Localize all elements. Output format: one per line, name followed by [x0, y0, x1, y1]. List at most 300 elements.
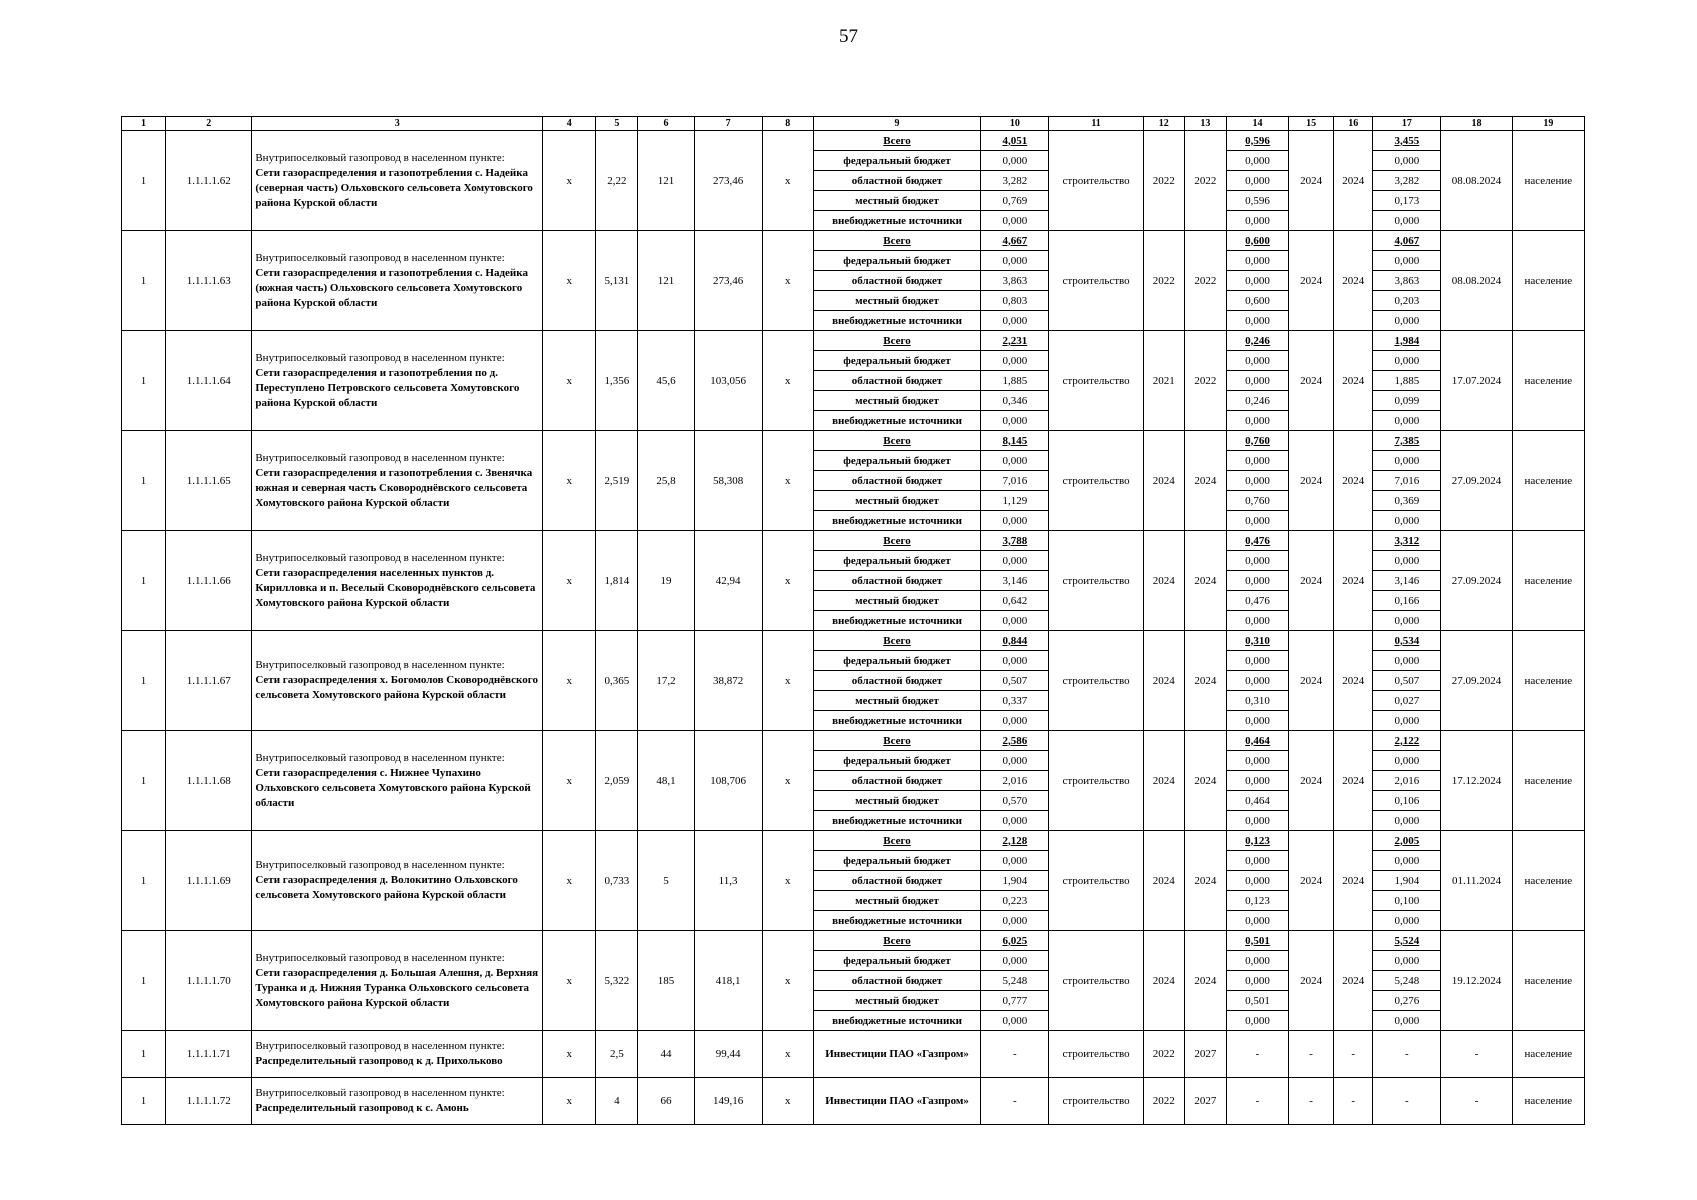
cost-col-14-item: 0,000: [1227, 771, 1288, 791]
cost-col-14-item: 0,000: [1227, 451, 1288, 471]
cost-col-14: [1226, 231, 1288, 331]
work-type: строительство: [1049, 931, 1143, 1031]
cost-col-14: -: [1226, 1078, 1288, 1125]
start-year: 2022: [1143, 231, 1184, 331]
table-row: [122, 231, 1585, 331]
population: 273,46: [694, 131, 762, 231]
total-cost-item: 0,803: [981, 291, 1048, 311]
cost-col-17-item: 7,385: [1373, 431, 1440, 451]
funding-source: федеральный бюджет: [814, 551, 980, 571]
total-cost-item: 3,146: [981, 571, 1048, 591]
funding-source: Всего: [814, 831, 980, 851]
total-cost: [981, 231, 1049, 331]
cost-col-17-item: 0,000: [1373, 751, 1440, 771]
object-code: 1.1.1.1.67: [166, 631, 252, 731]
length: 0,733: [596, 831, 638, 931]
funding-source: местный бюджет: [814, 691, 980, 711]
col-1: 1: [122, 931, 166, 1031]
funding-source: внебюджетные источники: [832, 714, 962, 727]
length: 4: [596, 1078, 638, 1125]
table-row: [122, 631, 1585, 731]
total-cost-item: 0,000: [981, 951, 1048, 971]
total-cost-item: 0,000: [981, 451, 1048, 471]
table-row: [122, 931, 1585, 1031]
cost-col-17: [1373, 831, 1441, 931]
funding-source: областной бюджет: [814, 671, 980, 691]
cost-col-14-item: 0,000: [1227, 971, 1288, 991]
households: 48,1: [638, 731, 694, 831]
object-name: Сети газораспределения и газопотребления по д. Переступлено Петровского сельсовета Хомутовского района Курской области: [255, 366, 520, 409]
start-year: 2022: [1143, 131, 1184, 231]
col-4: х: [543, 731, 596, 831]
households: 17,2: [638, 631, 694, 731]
cost-col-14-item: 0,000: [1245, 414, 1270, 427]
cost-col-14-item: 0,476: [1227, 591, 1288, 611]
object-description: [252, 531, 543, 631]
cost-col-14: [1226, 931, 1288, 1031]
cost-col-17-item: 1,904: [1373, 871, 1440, 891]
funding-sources: [813, 731, 980, 831]
households: 5: [638, 831, 694, 931]
year-15: -: [1289, 1031, 1334, 1078]
cost-col-14-item: 0,246: [1227, 391, 1288, 411]
work-type: строительство: [1049, 631, 1143, 731]
cost-col-17-item: 1,885: [1373, 371, 1440, 391]
cost-col-14-item: 0,000: [1245, 514, 1270, 527]
cost-col-14-item: 0,596: [1227, 191, 1288, 211]
completion-date: 08.08.2024: [1441, 131, 1512, 231]
object-code: 1.1.1.1.71: [166, 1031, 252, 1078]
work-type: строительство: [1049, 231, 1143, 331]
cost-col-17-item: 0,027: [1373, 691, 1440, 711]
funding-sources: Инвестиции ПАО «Газпром»: [813, 1078, 980, 1125]
households: 66: [638, 1078, 694, 1125]
cost-col-17: -: [1373, 1031, 1441, 1078]
year-15: 2024: [1289, 231, 1334, 331]
end-year: 2024: [1184, 731, 1226, 831]
total-cost-item: 0,000: [981, 851, 1048, 871]
cost-col-17: [1373, 331, 1441, 431]
total-cost-item: 0,000: [1002, 214, 1028, 227]
cost-col-14-item: 0,000: [1227, 871, 1288, 891]
cost-col-17-item: 0,173: [1373, 191, 1440, 211]
cost-col-14-item: 0,000: [1227, 471, 1288, 491]
object-description: [252, 831, 543, 931]
total-cost-item: 0,769: [981, 191, 1048, 211]
column-number: 4: [543, 117, 596, 131]
column-number: 12: [1143, 117, 1184, 131]
col-4: х: [543, 931, 596, 1031]
col-8: х: [762, 1031, 813, 1078]
length: 2,519: [596, 431, 638, 531]
cost-col-17: [1373, 131, 1441, 231]
table-row: [122, 431, 1585, 531]
cost-col-17-item: 0,000: [1373, 551, 1440, 571]
households: 45,6: [638, 331, 694, 431]
total-cost-item: 0,000: [1002, 614, 1028, 627]
beneficiary: население: [1512, 631, 1584, 731]
cost-col-14-item: 0,000: [1227, 951, 1288, 971]
cost-col-14: [1226, 431, 1288, 531]
funding-source: Всего: [814, 231, 980, 251]
object-name: Сети газораспределения и газопотребления с. Звенячка южная и северная часть Сковороднёвского сельсовета Хомутовского района Курской области: [255, 466, 533, 509]
column-number: 3: [252, 117, 543, 131]
column-number: 2: [166, 117, 252, 131]
col-1: 1: [122, 331, 166, 431]
work-type: строительство: [1049, 1078, 1143, 1125]
total-cost-item: 0,000: [981, 151, 1048, 171]
work-type: строительство: [1049, 831, 1143, 931]
table-row: [122, 1031, 1585, 1078]
table-row: [122, 131, 1585, 231]
cost-col-14: -: [1226, 1031, 1288, 1078]
cost-col-14-item: 0,000: [1245, 614, 1270, 627]
column-number: 19: [1512, 117, 1584, 131]
year-16: 2024: [1334, 331, 1373, 431]
completion-date: 19.12.2024: [1441, 931, 1512, 1031]
start-year: 2024: [1143, 431, 1184, 531]
funding-source: федеральный бюджет: [814, 751, 980, 771]
households: 121: [638, 131, 694, 231]
funding-source: Всего: [814, 631, 980, 651]
total-cost-item: 4,051: [981, 131, 1048, 151]
cost-col-17-item: 0,276: [1373, 991, 1440, 1011]
total-cost: [981, 831, 1049, 931]
funding-source: внебюджетные источники: [832, 614, 962, 627]
col-8: х: [762, 231, 813, 331]
length: 2,22: [596, 131, 638, 231]
object-name: Сети газораспределения х. Богомолов Сковороднёвского сельсовета Хомутовского района Курской области: [255, 674, 538, 701]
object-description: [252, 1078, 543, 1125]
object-name: Сети газораспределения д. Волокитино Ольховского сельсовета Хомутовского района Курской области: [255, 874, 518, 901]
population: 38,872: [694, 631, 762, 731]
population: 103,056: [694, 331, 762, 431]
table-row: [122, 331, 1585, 431]
funding-source: местный бюджет: [814, 891, 980, 911]
funding-source: областной бюджет: [814, 471, 980, 491]
cost-col-17: [1373, 931, 1441, 1031]
object-code: 1.1.1.1.62: [166, 131, 252, 231]
object-description: [252, 431, 543, 531]
year-15: -: [1289, 1078, 1334, 1125]
funding-sources: [813, 231, 980, 331]
col-8: х: [762, 331, 813, 431]
beneficiary: население: [1512, 1078, 1584, 1125]
col-4: х: [543, 1031, 596, 1078]
total-cost-item: 0,000: [981, 251, 1048, 271]
start-year: 2024: [1143, 831, 1184, 931]
cost-col-14-item: 0,000: [1245, 1014, 1270, 1027]
length: 2,059: [596, 731, 638, 831]
object-type: Внутрипоселковый газопровод в населенном пункте:: [255, 151, 505, 164]
col-1: 1: [122, 1078, 166, 1125]
cost-col-14-item: 0,760: [1227, 491, 1288, 511]
cost-col-17: [1373, 231, 1441, 331]
object-description: [252, 731, 543, 831]
col-4: х: [543, 1078, 596, 1125]
year-16: 2024: [1334, 631, 1373, 731]
cost-col-17-item: 2,122: [1373, 731, 1440, 751]
end-year: 2024: [1184, 931, 1226, 1031]
completion-date: 17.07.2024: [1441, 331, 1512, 431]
total-cost: [981, 331, 1049, 431]
cost-col-17-item: 2,005: [1373, 831, 1440, 851]
object-name: Сети газораспределения с. Нижнее Чупахино Ольховского сельсовета Хомутовского района Курской области: [255, 766, 531, 809]
cost-col-17-item: 4,067: [1373, 231, 1440, 251]
beneficiary: население: [1512, 131, 1584, 231]
cost-col-14-item: 0,000: [1227, 851, 1288, 871]
col-4: х: [543, 531, 596, 631]
work-type: строительство: [1049, 431, 1143, 531]
year-15: 2024: [1289, 131, 1334, 231]
cost-col-14: [1226, 731, 1288, 831]
year-16: -: [1334, 1031, 1373, 1078]
column-number: 15: [1289, 117, 1334, 131]
cost-col-17-item: 0,507: [1373, 671, 1440, 691]
year-15: 2024: [1289, 831, 1334, 931]
col-8: х: [762, 531, 813, 631]
object-type: Внутрипоселковый газопровод в населенном пункте:: [255, 551, 505, 564]
cost-col-14: [1226, 331, 1288, 431]
object-code: 1.1.1.1.70: [166, 931, 252, 1031]
beneficiary: население: [1512, 831, 1584, 931]
cost-col-14-item: 0,600: [1227, 231, 1288, 251]
object-description: [252, 331, 543, 431]
object-name: Сети газораспределения д. Большая Алешня, д. Верхняя Туранка и д. Нижняя Туранка Ольховского сельсовета Хомутовского района Курской области: [255, 966, 539, 1009]
cost-col-17-item: 0,000: [1373, 451, 1440, 471]
col-4: х: [543, 631, 596, 731]
cost-col-17-item: 0,000: [1394, 1014, 1420, 1027]
funding-sources: [813, 631, 980, 731]
col-8: х: [762, 431, 813, 531]
total-cost-item: 3,863: [981, 271, 1048, 291]
total-cost-item: 0,000: [1002, 1014, 1028, 1027]
object-code: 1.1.1.1.66: [166, 531, 252, 631]
beneficiary: население: [1512, 731, 1584, 831]
object-description: [252, 231, 543, 331]
end-year: 2027: [1184, 1031, 1226, 1078]
cost-col-14-item: 0,123: [1227, 891, 1288, 911]
completion-date: 17.12.2024: [1441, 731, 1512, 831]
object-type: Внутрипоселковый газопровод в населенном пункте:: [255, 659, 505, 671]
start-year: 2021: [1143, 331, 1184, 431]
cost-col-14: [1226, 131, 1288, 231]
total-cost-item: 3,282: [981, 171, 1048, 191]
table-row: [122, 831, 1585, 931]
column-number: 18: [1441, 117, 1512, 131]
length: 1,814: [596, 531, 638, 631]
object-code: 1.1.1.1.64: [166, 331, 252, 431]
funding-sources: [813, 431, 980, 531]
households: 19: [638, 531, 694, 631]
col-1: 1: [122, 1031, 166, 1078]
cost-col-14-item: 0,596: [1227, 131, 1288, 151]
funding-source: Всего: [814, 431, 980, 451]
population: 108,706: [694, 731, 762, 831]
object-name: Сети газораспределения и газопотребления с. Надейка (южная часть) Ольховского сельсовета Хомутовского района Курской области: [255, 266, 528, 309]
total-cost-item: 6,025: [981, 931, 1048, 951]
total-cost-item: 0,346: [981, 391, 1048, 411]
cost-col-17: [1373, 631, 1441, 731]
length: 0,365: [596, 631, 638, 731]
funding-source: областной бюджет: [814, 971, 980, 991]
funding-source: федеральный бюджет: [814, 851, 980, 871]
investment-table: [121, 116, 1585, 1125]
total-cost-item: 0,000: [981, 351, 1048, 371]
funding-source: местный бюджет: [814, 291, 980, 311]
cost-col-17-item: 0,166: [1373, 591, 1440, 611]
total-cost-item: 0,000: [1002, 314, 1028, 327]
year-16: 2024: [1334, 731, 1373, 831]
cost-col-17-item: 0,369: [1373, 491, 1440, 511]
funding-source: местный бюджет: [814, 991, 980, 1011]
table-row: [122, 1078, 1585, 1125]
column-number: 16: [1334, 117, 1373, 131]
total-cost-item: 0,000: [1002, 814, 1028, 827]
cost-col-14-item: 0,000: [1227, 751, 1288, 771]
col-1: 1: [122, 231, 166, 331]
funding-source: внебюджетные источники: [832, 414, 962, 427]
funding-source: федеральный бюджет: [814, 251, 980, 271]
col-8: х: [762, 931, 813, 1031]
total-cost-item: 0,000: [1002, 714, 1028, 727]
cost-col-14-item: 0,464: [1227, 731, 1288, 751]
total-cost-item: 2,586: [981, 731, 1048, 751]
funding-source: Всего: [814, 531, 980, 551]
start-year: 2022: [1143, 1031, 1184, 1078]
column-number: 10: [981, 117, 1049, 131]
total-cost-item: 7,016: [981, 471, 1048, 491]
cost-col-14-item: 0,000: [1245, 314, 1270, 327]
column-number: 14: [1226, 117, 1288, 131]
cost-col-14-item: 0,464: [1227, 791, 1288, 811]
total-cost-item: 1,904: [981, 871, 1048, 891]
year-16: 2024: [1334, 831, 1373, 931]
cost-col-14-item: 0,600: [1227, 291, 1288, 311]
object-description: [252, 631, 543, 731]
year-16: -: [1334, 1078, 1373, 1125]
column-number: 11: [1049, 117, 1143, 131]
funding-source: Всего: [814, 131, 980, 151]
column-number: 9: [813, 117, 980, 131]
object-type: Внутрипоселковый газопровод в населенном пункте:: [255, 451, 505, 464]
funding-sources: [813, 531, 980, 631]
cost-col-17-item: 0,000: [1394, 514, 1420, 527]
cost-col-17: -: [1373, 1078, 1441, 1125]
cost-col-14-item: 0,000: [1245, 214, 1270, 227]
total-cost-item: 0,507: [981, 671, 1048, 691]
total-cost-item: 0,000: [1002, 414, 1028, 427]
object-description: [252, 931, 543, 1031]
col-8: х: [762, 731, 813, 831]
total-cost-item: 0,223: [981, 891, 1048, 911]
funding-source: местный бюджет: [814, 591, 980, 611]
col-4: х: [543, 231, 596, 331]
funding-source: внебюджетные источники: [832, 1014, 962, 1027]
funding-source: внебюджетные источники: [832, 814, 962, 827]
work-type: строительство: [1049, 531, 1143, 631]
population: 42,94: [694, 531, 762, 631]
total-cost: -: [981, 1031, 1049, 1078]
total-cost-item: 3,788: [981, 531, 1048, 551]
funding-source: внебюджетные источники: [832, 314, 962, 327]
length: 1,356: [596, 331, 638, 431]
households: 44: [638, 1031, 694, 1078]
year-15: 2024: [1289, 531, 1334, 631]
column-number: 1: [122, 117, 166, 131]
total-cost-item: 0,570: [981, 791, 1048, 811]
cost-col-14-item: 0,123: [1227, 831, 1288, 851]
total-cost-item: 0,000: [981, 551, 1048, 571]
object-code: 1.1.1.1.63: [166, 231, 252, 331]
total-cost: [981, 731, 1049, 831]
cost-col-17-item: 0,000: [1373, 251, 1440, 271]
cost-col-14-item: 0,310: [1227, 631, 1288, 651]
beneficiary: население: [1512, 231, 1584, 331]
year-16: 2024: [1334, 231, 1373, 331]
total-cost-item: 2,231: [981, 331, 1048, 351]
beneficiary: население: [1512, 931, 1584, 1031]
completion-date: 27.09.2024: [1441, 631, 1512, 731]
cost-col-17-item: 0,000: [1394, 714, 1420, 727]
col-1: 1: [122, 631, 166, 731]
column-number: 17: [1373, 117, 1441, 131]
funding-source: областной бюджет: [814, 871, 980, 891]
cost-col-14-item: 0,000: [1245, 714, 1270, 727]
total-cost-item: 0,000: [1002, 514, 1028, 527]
object-type: Внутрипоселковый газопровод в населенном пункте:: [255, 1087, 505, 1099]
funding-source: областной бюджет: [814, 771, 980, 791]
funding-source: федеральный бюджет: [814, 951, 980, 971]
funding-sources: [813, 131, 980, 231]
population: 149,16: [694, 1078, 762, 1125]
end-year: 2024: [1184, 431, 1226, 531]
funding-sources: [813, 831, 980, 931]
cost-col-14-item: 0,000: [1227, 371, 1288, 391]
year-16: 2024: [1334, 131, 1373, 231]
cost-col-17-item: 1,984: [1373, 331, 1440, 351]
cost-col-14-item: 0,246: [1227, 331, 1288, 351]
object-description: [252, 1031, 543, 1078]
cost-col-14-item: 0,000: [1227, 251, 1288, 271]
cost-col-17: [1373, 431, 1441, 531]
year-16: 2024: [1334, 531, 1373, 631]
cost-col-14: [1226, 831, 1288, 931]
total-cost: [981, 931, 1049, 1031]
total-cost-item: 8,145: [981, 431, 1048, 451]
column-number: 13: [1184, 117, 1226, 131]
cost-col-14-item: 0,760: [1227, 431, 1288, 451]
households: 121: [638, 231, 694, 331]
col-4: х: [543, 431, 596, 531]
year-15: 2024: [1289, 331, 1334, 431]
beneficiary: население: [1512, 1031, 1584, 1078]
funding-sources: [813, 331, 980, 431]
cost-col-14-item: 0,000: [1227, 271, 1288, 291]
cost-col-17-item: 0,000: [1373, 351, 1440, 371]
beneficiary: население: [1512, 331, 1584, 431]
total-cost-item: 5,248: [981, 971, 1048, 991]
population: 99,44: [694, 1031, 762, 1078]
column-number: 5: [596, 117, 638, 131]
cost-col-14-item: 0,000: [1227, 671, 1288, 691]
cost-col-14-item: 0,310: [1227, 691, 1288, 711]
table-row: [122, 531, 1585, 631]
total-cost-item: 0,777: [981, 991, 1048, 1011]
population: 273,46: [694, 231, 762, 331]
total-cost-item: 2,016: [981, 771, 1048, 791]
work-type: строительство: [1049, 331, 1143, 431]
